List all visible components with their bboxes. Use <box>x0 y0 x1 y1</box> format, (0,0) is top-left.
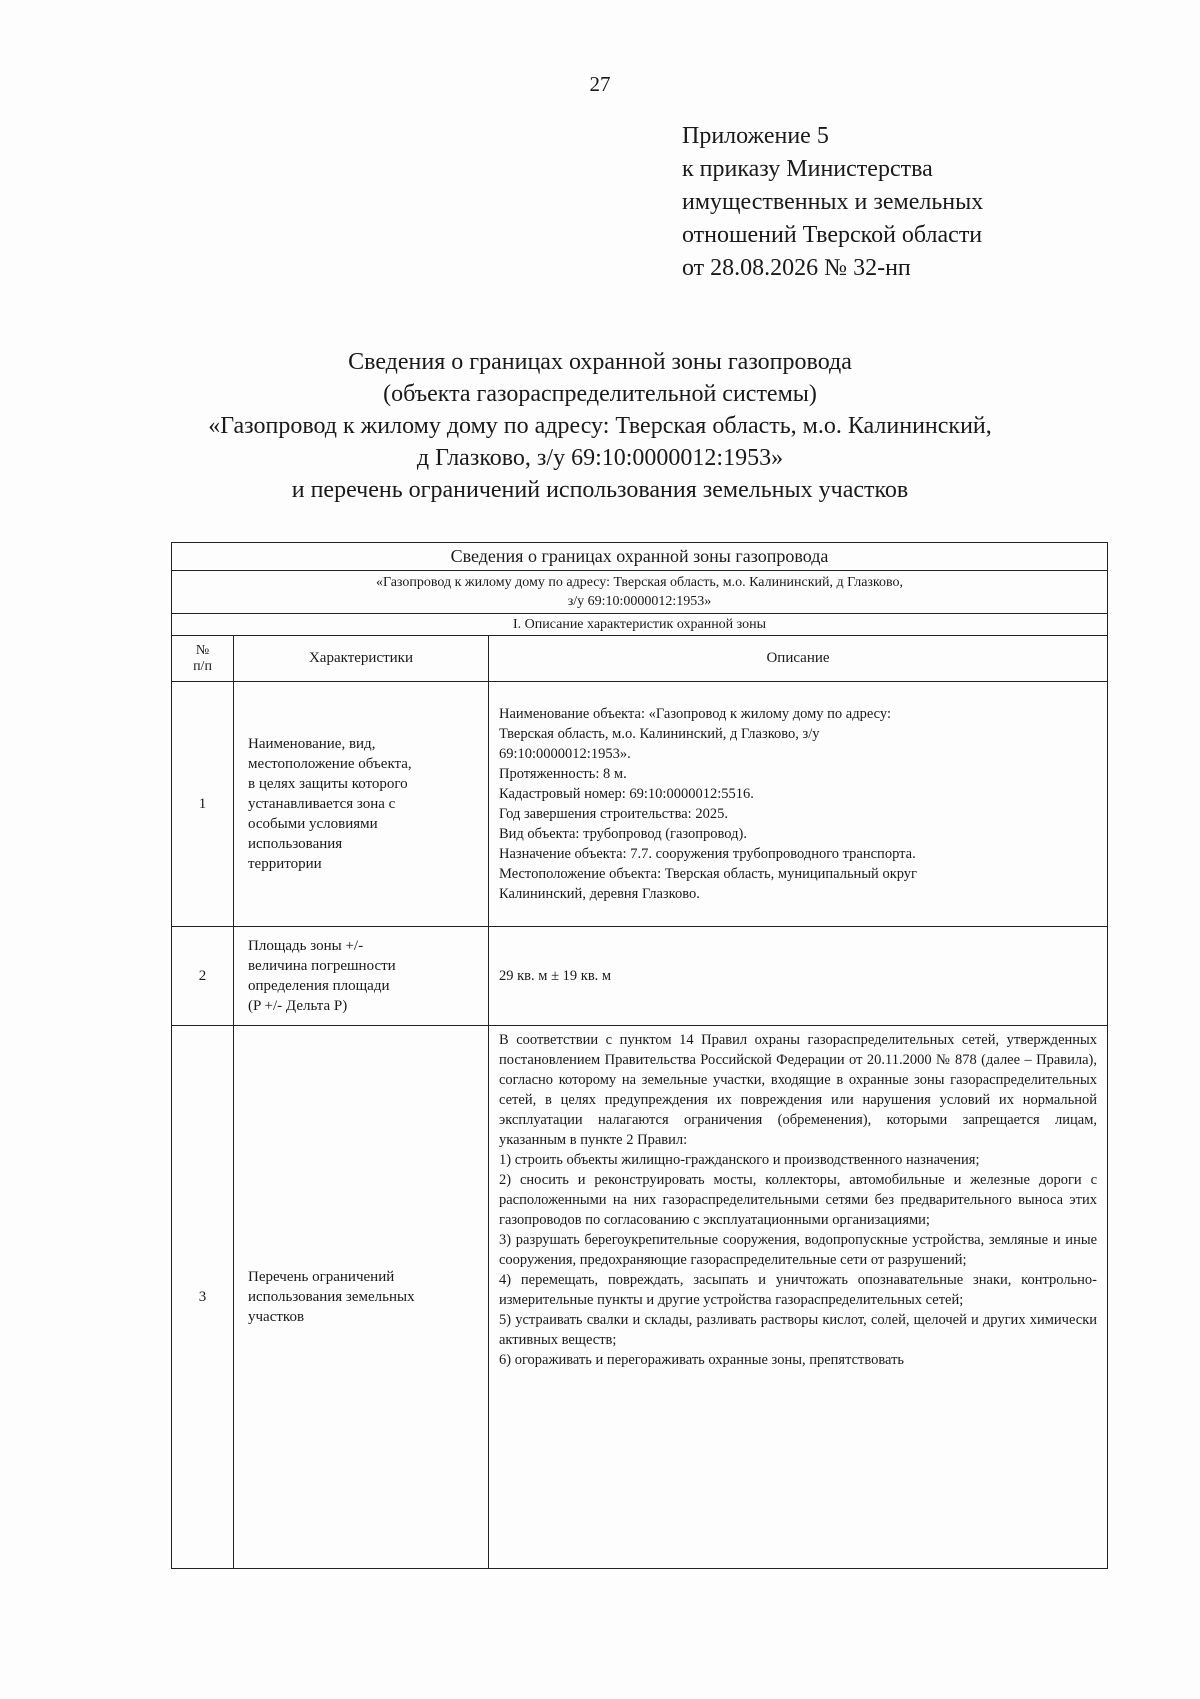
row-number: 3 <box>172 1026 234 1569</box>
column-header-number: № п/п <box>172 636 234 682</box>
appendix-line: Приложение 5 <box>682 123 829 149</box>
row-description: 29 кв. м ± 19 кв. м <box>489 927 1108 1026</box>
appendix-line: к приказу Министерства <box>682 156 933 182</box>
appendix-line: отношений Тверской области <box>682 222 983 248</box>
object-name-line: «Газопровод к жилому дому по адресу: Тверская область, м.о. Калининский, д Глазково, <box>375 575 904 590</box>
title-line: д Глазково, з/у 69:10:0000012:1953» <box>416 445 784 471</box>
table-section-title: I. Описание характеристик охранной зоны <box>172 614 1108 636</box>
restriction-paragraph: В соответствии с пунктом 14 Правил охраны газораспределительных сетей, утвержденных постановлением Правительства Российской Федерации от 20.11.2000 № 878 (далее – Правила), согласно которому на земельные участки, входящие в охранные зоны газораспределительных сетей, в целях предупреждения их повреждения или нарушения условий их нормальной эксплуатации налагаются ограничения (обременения), которыми запрещается лицам, указанным в пункте 2 Правил: <box>499 1032 1098 1148</box>
appendix-line: от 28.08.2026 № 32-нп <box>682 255 911 281</box>
row-characteristic: Площадь зоны +/- величина погрешности определения площади (P +/- Дельта P) <box>234 927 489 1026</box>
protection-zone-table <box>171 542 1108 1569</box>
title-line: (объекта газораспределительной системы) <box>383 381 817 407</box>
page-number: 27 <box>589 72 611 96</box>
restriction-paragraph: 6) огораживать и перегораживать охранные зоны, препятствовать <box>499 1352 905 1368</box>
table-object-name <box>172 571 1108 614</box>
appendix-block <box>682 120 1162 285</box>
column-header-characteristics: Характеристики <box>234 636 489 682</box>
row-characteristic: Перечень ограничений использования земельных участков <box>234 1026 489 1569</box>
row-number: 1 <box>172 682 234 927</box>
row-description <box>489 1026 1108 1569</box>
table-header: Сведения о границах охранной зоны газопровода <box>172 543 1108 571</box>
table-row <box>172 1026 1108 1569</box>
appendix-line: имущественных и земельных <box>682 189 984 215</box>
column-header-row <box>172 636 1108 682</box>
column-header-description: Описание <box>489 636 1108 682</box>
title-line: Сведения о границах охранной зоны газопровода <box>348 349 852 375</box>
row-description: Наименование объекта: «Газопровод к жилому дому по адресу: Тверская область, м.о. Калининский, д Глазково, з/у 69:10:0000012:1953». Протяженность: 8 м. Кадастровый номер: 69:10:0000012:5516. Год завершения строительства: 2025. Вид объекта: трубопровод (газопровод). Назначение объекта: 7.7. сооружения трубопроводного транспорта. Местоположение объекта: Тверская область, муниципальный округ Калининский, деревня Глазково. <box>489 682 1108 927</box>
row-characteristic: Наименование, вид, местоположение объекта, в целях защиты которого устанавливается зона с особыми условиями использования территории <box>234 682 489 927</box>
restriction-paragraph: 1) строить объекты жилищно-гражданского и производственного назначения; <box>499 1152 980 1168</box>
row-number: 2 <box>172 927 234 1026</box>
restriction-paragraph: 3) разрушать берегоукрепительные сооружения, водопропускные устройства, земляные и иные сооружения, предохраняющие газораспределительные сети от разрушений; <box>499 1232 1098 1268</box>
title-line: и перечень ограничений использования земельных участков <box>291 477 909 503</box>
restriction-paragraph: 4) перемещать, повреждать, засыпать и уничтожать опознавательные знаки, контрольно-измерительные пункты и другие устройства газораспределительных сетей; <box>499 1272 1098 1308</box>
object-name-line: з/у 69:10:0000012:1953» <box>567 594 712 609</box>
document-title <box>0 346 1200 506</box>
restriction-paragraph: 2) сносить и реконструировать мосты, коллекторы, автомобильные и железные дороги с расположенными на них газораспределительными сетями без предварительного выноса этих газопроводов по согласованию с эксплуатационными организациями; <box>499 1172 1098 1228</box>
restriction-paragraph: 5) устраивать свалки и склады, разливать растворы кислот, солей, щелочей и других химически активных веществ; <box>499 1312 1098 1348</box>
title-line: «Газопровод к жилому дому по адресу: Тверская область, м.о. Калининский, <box>208 413 992 439</box>
table-row <box>172 682 1108 927</box>
table-row <box>172 927 1108 1026</box>
